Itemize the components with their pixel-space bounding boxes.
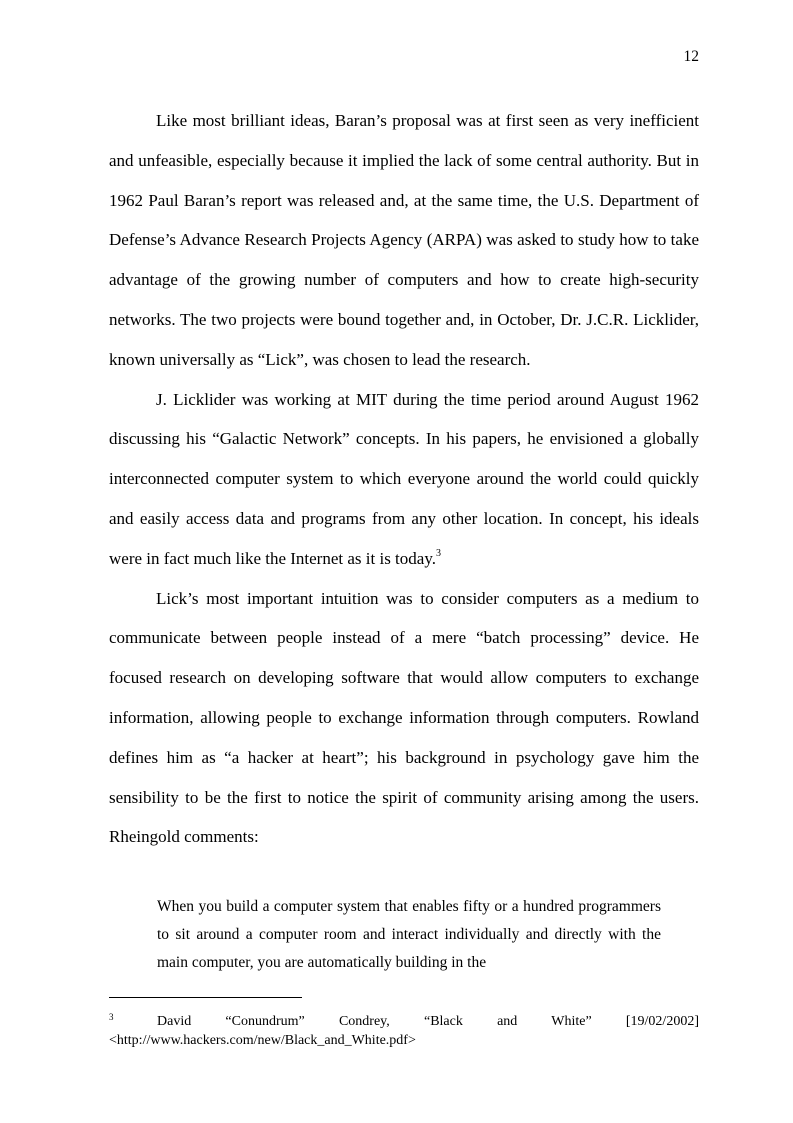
footnote-reference[interactable]: 3 bbox=[435, 548, 441, 560]
arpa-abbreviation: ARPA bbox=[432, 230, 477, 250]
body-text bbox=[109, 101, 699, 857]
paragraph-text: Like most brilliant ideas, Baran’s proposal was at first seen as very inefficient and unfeasible, especially because it implied the lack of some central authority. But in 1962 Paul Baran’s report was released and, at the same time, the U.S. Department of Defense’s Advance Research Projects Agency ( bbox=[109, 111, 699, 250]
paragraph-baran-proposal bbox=[109, 101, 699, 380]
footnote-divider bbox=[109, 997, 302, 998]
paragraph-licklider-galactic-network bbox=[109, 380, 699, 579]
footnote-text: David “Conundrum” Condrey, “Black and White” [19/02/2002] bbox=[157, 1014, 699, 1029]
paragraph-lick-intuition bbox=[109, 579, 699, 858]
paragraph-text-continued: ) was asked to study how to take advantage of the growing number of computers and how to create high-security networks. The two projects were bound together and, in October, Dr. J.C.R. Licklider, known universally as “Lick”, was chosen to lead the research. bbox=[109, 230, 699, 369]
paragraph-text: Lick’s most important intuition was to consider computers as a medium to communicate between people instead of a mere “batch processing” device. He focused research on developing software that would allow computers to exchange information, allowing people to exchange information through computers. Rowland defines him as “a hacker at heart”; his background in psychology gave him the sensibility to be the first to notice the spirit of community arising among the users. Rheingold comments: bbox=[109, 588, 699, 847]
page-number: 12 bbox=[683, 48, 699, 65]
block-quote: When you build a computer system that enables fifty or a hundred programmers to sit around a computer room and interact individually and directly with the main computer, you are automatically building in the bbox=[157, 898, 661, 971]
paragraph-text: J. Licklider was working at MIT during the time period around August 1962 discussing his “Galactic Network” concepts. In his papers, he envisioned a globally interconnected computer system to which everyone around the world could quickly and easily access data and programs from any other location. In concept, his ideals were in fact much like the Internet as it is today. bbox=[109, 389, 699, 568]
footnote-link[interactable]: <http://www.hackers.com/new/Black_and_White.pdf> bbox=[109, 1033, 416, 1048]
footnote: 3 David “Conundrum” Condrey, “Black and White” [19/02/2002] <http://www.hackers.com/new/Black_and_White.pdf> bbox=[109, 1012, 699, 1048]
